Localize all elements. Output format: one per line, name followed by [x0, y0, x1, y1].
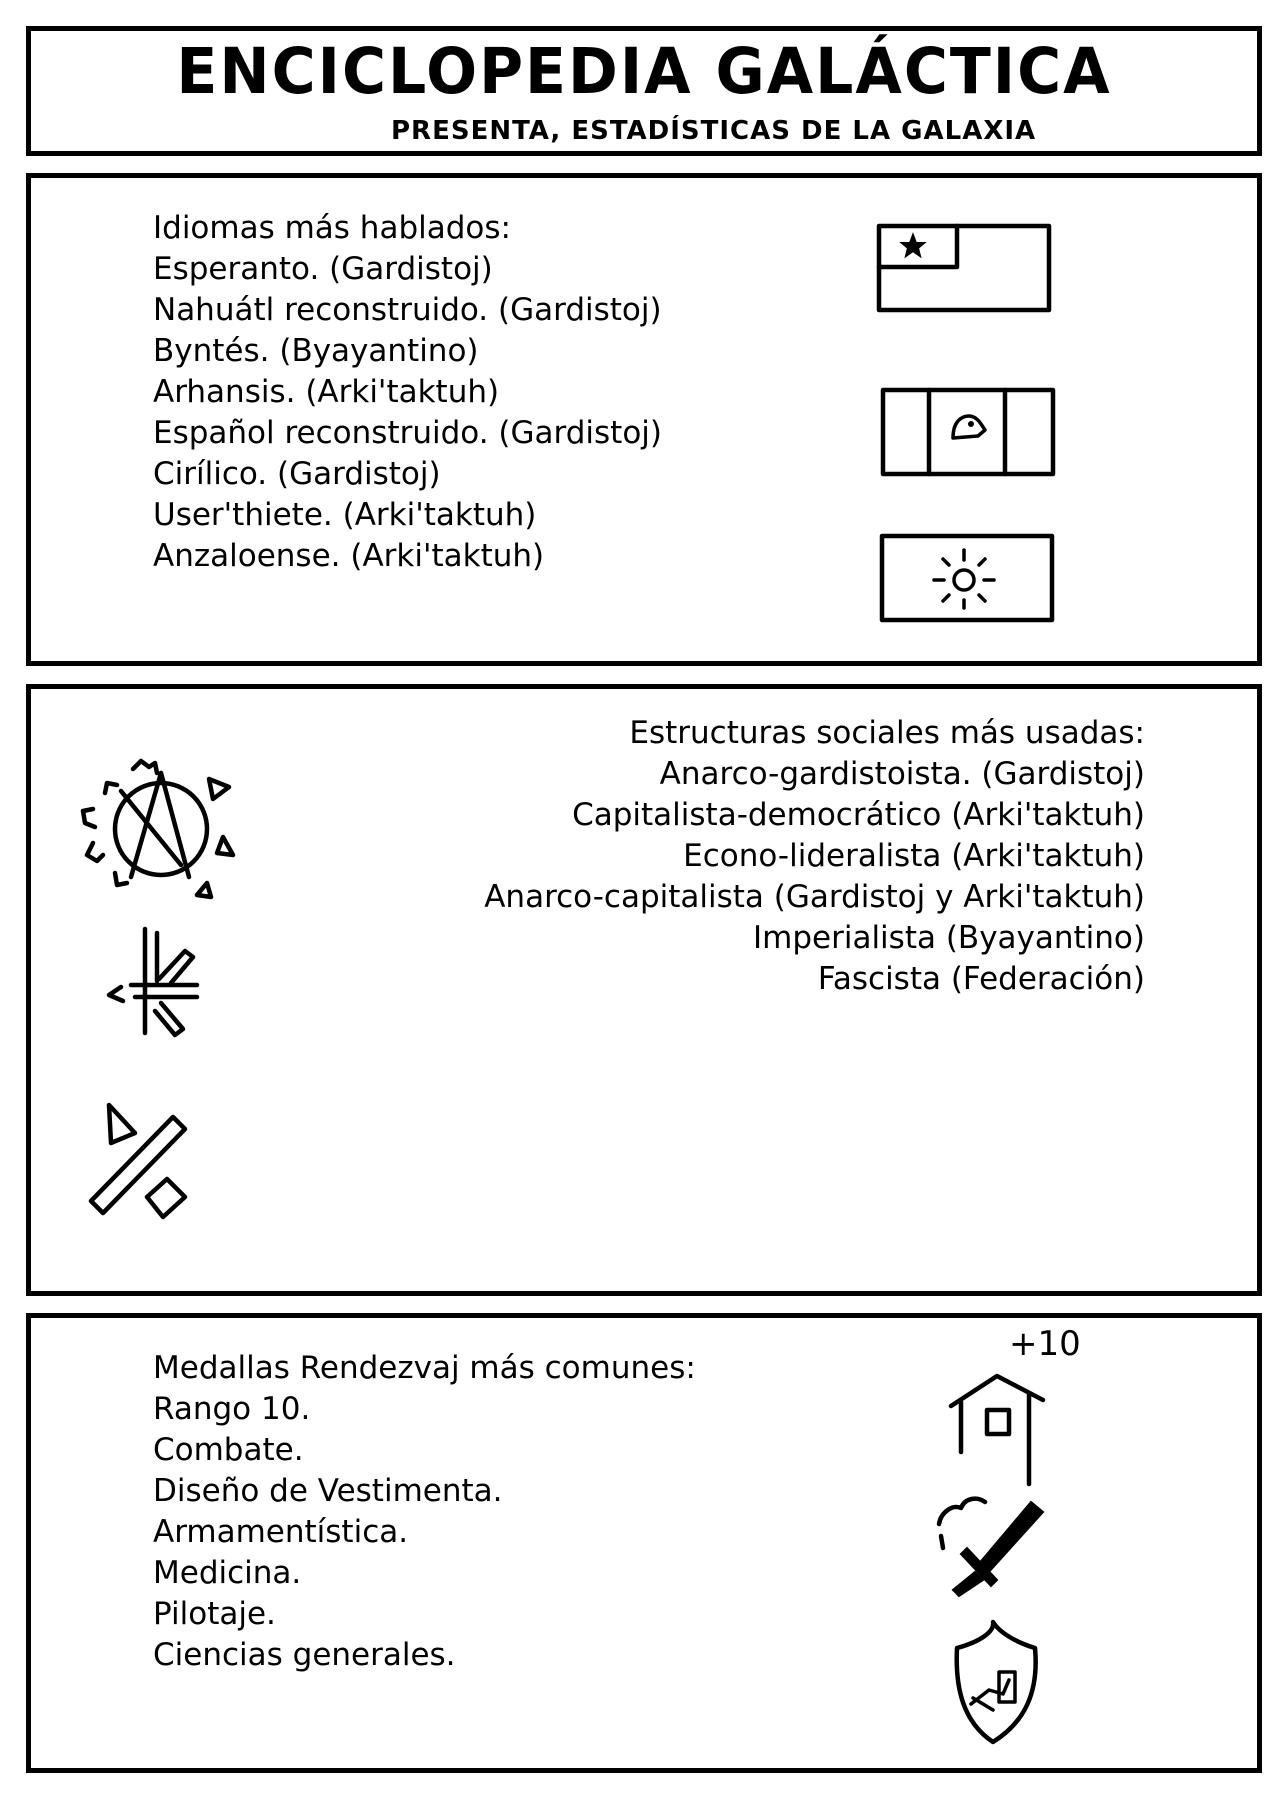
- languages-list: [153, 208, 662, 577]
- list-item: Nahuátl reconstruido. (Gardistoj): [153, 292, 662, 328]
- languages-panel: [26, 173, 1262, 666]
- page-title: ENCICLOPEDIA GALÁCTICA: [176, 35, 1112, 109]
- social-structures-heading: Estructuras sociales más usadas:: [629, 715, 1145, 751]
- list-item: Anarco-gardistoista. (Gardistoj): [659, 756, 1145, 792]
- sword-medal-icon: [931, 1492, 1061, 1602]
- header-panel: [26, 26, 1262, 156]
- medals-panel: [26, 1313, 1262, 1773]
- list-item: Anzaloense. (Arki'taktuh): [153, 538, 545, 574]
- list-item: Esperanto. (Gardistoj): [153, 251, 493, 287]
- list-item: Capitalista-democrático (Arki'taktuh): [572, 797, 1145, 833]
- social-structures-list: [484, 713, 1145, 1000]
- list-item: Ciencias generales.: [153, 1637, 456, 1673]
- k-emblem-icon: [101, 925, 221, 1045]
- star-flag-icon: [877, 224, 1053, 314]
- list-item: Rango 10.: [153, 1391, 311, 1427]
- list-item: Pilotaje.: [153, 1596, 276, 1632]
- list-item: Byntés. (Byayantino): [153, 333, 479, 369]
- list-item: Fascista (Federación): [817, 961, 1145, 997]
- sun-flag-icon: [880, 534, 1056, 624]
- bird-flag-icon: [881, 388, 1057, 478]
- languages-heading: Idiomas más hablados:: [153, 210, 511, 246]
- page-subtitle: PRESENTA, ESTADÍSTICAS DE LA GALAXIA: [391, 116, 1037, 146]
- list-item: Econo-lideralista (Arki'taktuh): [683, 838, 1145, 874]
- list-item: Cirílico. (Gardistoj): [153, 456, 441, 492]
- list-item: Imperialista (Byayantino): [753, 920, 1145, 956]
- list-item: User'thiete. (Arki'taktuh): [153, 497, 537, 533]
- list-item: Español reconstruido. (Gardistoj): [153, 415, 662, 451]
- percent-emblem-icon: [81, 1099, 211, 1229]
- medals-heading: Medallas Rendezvaj más comunes:: [153, 1350, 696, 1386]
- list-item: Combate.: [153, 1432, 304, 1468]
- list-item: Medicina.: [153, 1555, 302, 1591]
- shield-medal-icon: [949, 1618, 1049, 1748]
- rank-badge-label: +10: [1009, 1324, 1081, 1364]
- list-item: Arhansis. (Arki'taktuh): [153, 374, 500, 410]
- list-item: Diseño de Vestimenta.: [153, 1473, 503, 1509]
- social-structures-panel: [26, 684, 1262, 1296]
- list-item: Armamentística.: [153, 1514, 409, 1550]
- gear-anarchy-icon: [81, 757, 241, 907]
- house-medal-icon: [947, 1368, 1057, 1488]
- list-item: Anarco-capitalista (Gardistoj y Arki'taktuh): [484, 879, 1145, 915]
- medals-list: [153, 1348, 696, 1676]
